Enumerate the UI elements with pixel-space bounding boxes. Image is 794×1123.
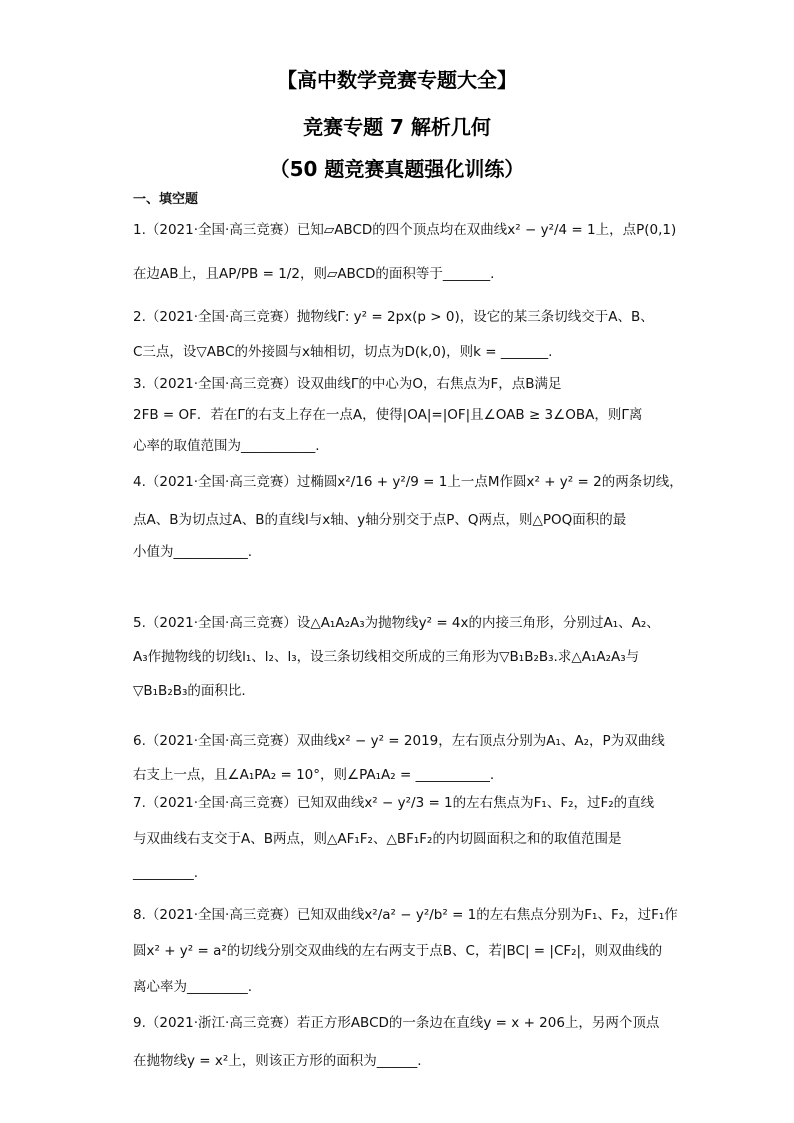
problem-8-line-3: 离心率为_________. [133,979,253,995]
problem-2-line-1: 2.（2021·全国·高三竞赛）抛物线Γ: y² = 2px(p > 0)，设它的某三条切线交于A、B、 [133,309,654,325]
problem-1-line-2: 在边AB上，且AP/PB = 1/2，则▱ABCD的面积等于_______. [133,266,495,282]
subtitle: （50 题竞赛真题强化训练） [269,157,525,181]
problem-6-line-2: 右支上一点，且∠A₁PA₂ = 10°，则∠PA₁A₂ = ___________. [133,767,495,783]
problem-7-line-3: _________. [133,865,199,881]
collection-title: 【高中数学竞赛专题大全】 [277,68,517,92]
problem-2-line-2: C三点，设▽ABC的外接圆与x轴相切，切点为D(k,0)，则k = _______. [133,344,553,360]
problem-8-line-2: 圆x² + y² = a²的切线分别交双曲线的左右两支于点B、C，若|BC| = |CF₂|，则双曲线的 [133,943,663,959]
problem-9-line-2: 在抛物线y = x²上，则该正方形的面积为______. [133,1053,422,1069]
section-heading: 一、填空题 [133,192,199,207]
problem-4-line-1: 4.（2021·全国·高三竞赛）过椭圆x²/16 + y²/9 = 1上一点M作圆x² + y² = 2的两条切线， [133,474,683,490]
problem-3-line-3: 心率的取值范围为___________. [133,438,320,454]
problem-4-line-2: 点A、B为切点过A、B的直线l与x轴、y轴分别交于点P、Q两点，则△POQ面积的最 [133,512,627,528]
problem-1-line-1: 1.（2021·全国·高三竞赛）已知▱ABCD的四个顶点均在双曲线x² − y²/4 = 1上，点P(0,1) [133,222,677,238]
problem-9-line-1: 9.（2021·浙江·高三竞赛）若正方形ABCD的一条边在直线y = x + 206上，另两个顶点 [133,1015,660,1031]
problem-3-line-2: 2FB = OF．若在Γ的右支上存在一点A，使得|OA|=|OF|且∠OAB ≥ 3∠OBA，则Γ离 [133,407,643,423]
problem-5-line-2: A₃作抛物线的切线l₁、l₂、l₃，设三条切线相交所成的三角形为▽B₁B₂B₃.求△A₁A₂A₃与 [133,649,640,665]
problem-4-line-3: 小值为___________. [133,544,253,560]
topic-title: 竞赛专题 7 解析几何 [303,115,491,139]
problem-7-line-2: 与双曲线右支交于A、B两点，则△AF₁F₂、△BF₁F₂的内切圆面积之和的取值范围是 [133,831,622,847]
problem-3-line-1: 3.（2021·全国·高三竞赛）设双曲线Γ的中心为O，右焦点为F，点B满足 [133,376,562,392]
problem-5-line-1: 5.（2021·全国·高三竞赛）设△A₁A₂A₃为抛物线y² = 4x的内接三角形，分别过A₁、A₂、 [133,615,660,631]
problem-5-line-3: ▽B₁B₂B₃的面积比. [133,683,246,699]
problem-7-line-1: 7.（2021·全国·高三竞赛）已知双曲线x² − y²/3 = 1的左右焦点为F₁、F₂，过F₂的直线 [133,795,655,811]
problem-6-line-1: 6.（2021·全国·高三竞赛）双曲线x² − y² = 2019，左右顶点分别为A₁、A₂，P为双曲线 [133,733,665,749]
problem-8-line-1: 8.（2021·全国·高三竞赛）已知双曲线x²/a² − y²/b² = 1的左右焦点分别为F₁、F₂，过F₁作 [133,907,678,923]
